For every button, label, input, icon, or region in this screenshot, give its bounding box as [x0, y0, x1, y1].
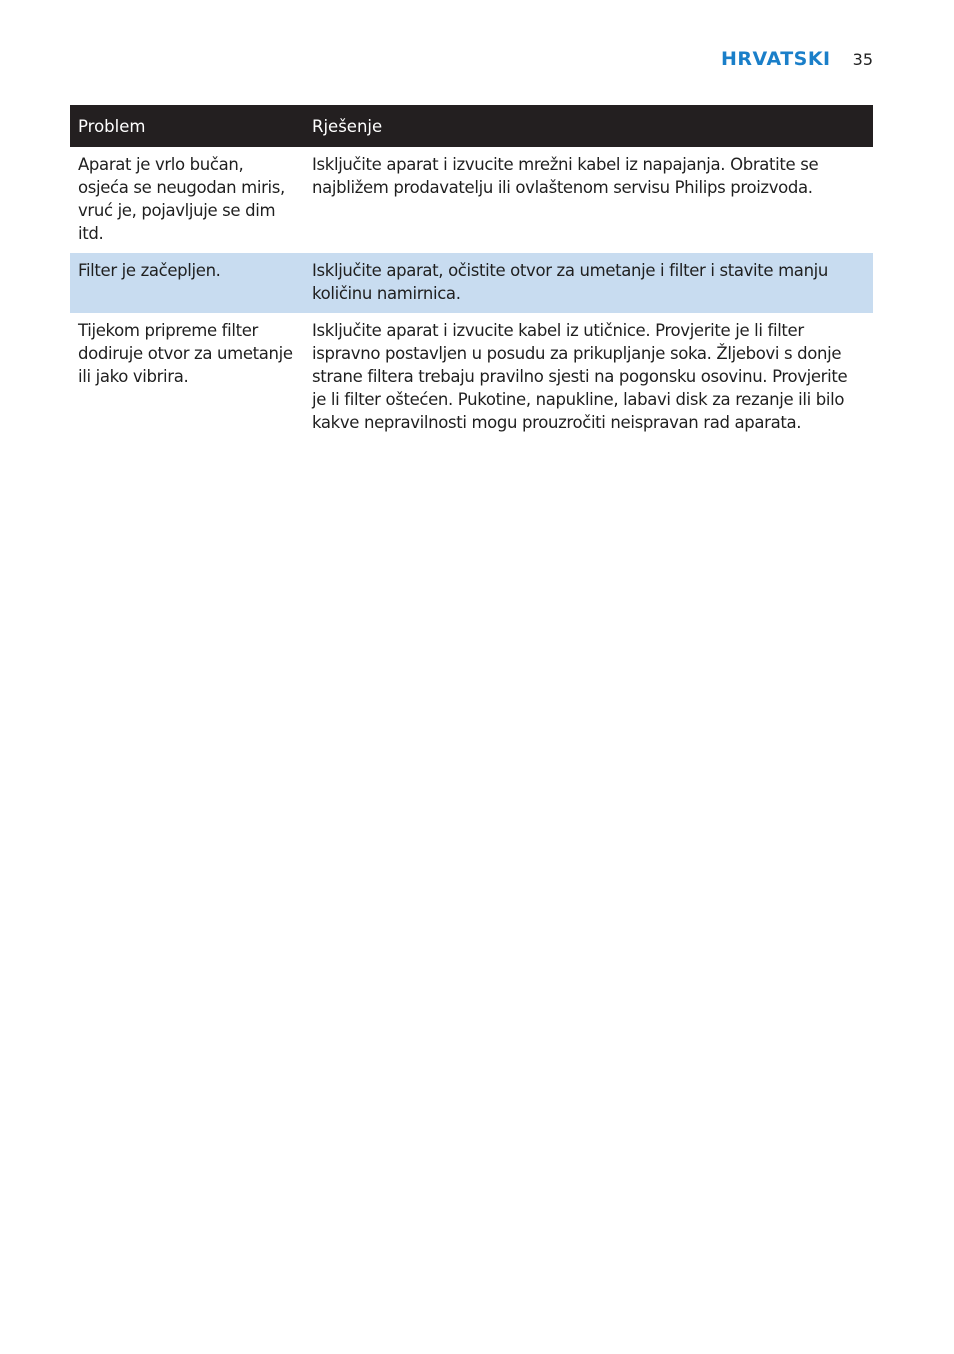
solution-cell: Isključite aparat, očistite otvor za umetanje i filter i stavite manju količinu namirnica. [304, 253, 873, 313]
troubleshooting-table [70, 105, 873, 442]
solution-cell: Isključite aparat i izvucite mrežni kabel iz napajanja. Obratite se najbližem prodavatelju ili ovlaštenom servisu Philips proizvoda. [312, 155, 819, 197]
table-row [70, 147, 873, 253]
table-row [70, 253, 873, 313]
table-header-row [70, 105, 873, 147]
solution-cell: Isključite aparat i izvucite kabel iz utičnice. Provjerite je li filter ispravno postavljen u posudu za prikupljanje soka. Žljebovi s donje strane filtera trebaju pravilno sjesti na pogonsku osovinu. Provjerite je li filter oštećen. Pukotine, napukline, labavi disk za rezanje ili bilo kakve nepravilnosti mogu prouzročiti neispravan rad aparata. [312, 321, 848, 432]
language-label: HRVATSKI [721, 48, 831, 70]
problem-cell: Aparat je vrlo bučan, osjeća se neugodan miris, vruć je, pojavljuje se dim itd. [78, 155, 285, 243]
page-number: 35 [852, 50, 873, 69]
table-row [70, 313, 873, 442]
column-header-solution: Rješenje [304, 105, 873, 147]
problem-cell: Tijekom pripreme filter dodiruje otvor za umetanje ili jako vibrira. [78, 321, 293, 386]
problem-cell: Filter je začepljen. [70, 253, 304, 313]
column-header-problem: Problem [70, 105, 304, 147]
page-header [721, 48, 873, 70]
